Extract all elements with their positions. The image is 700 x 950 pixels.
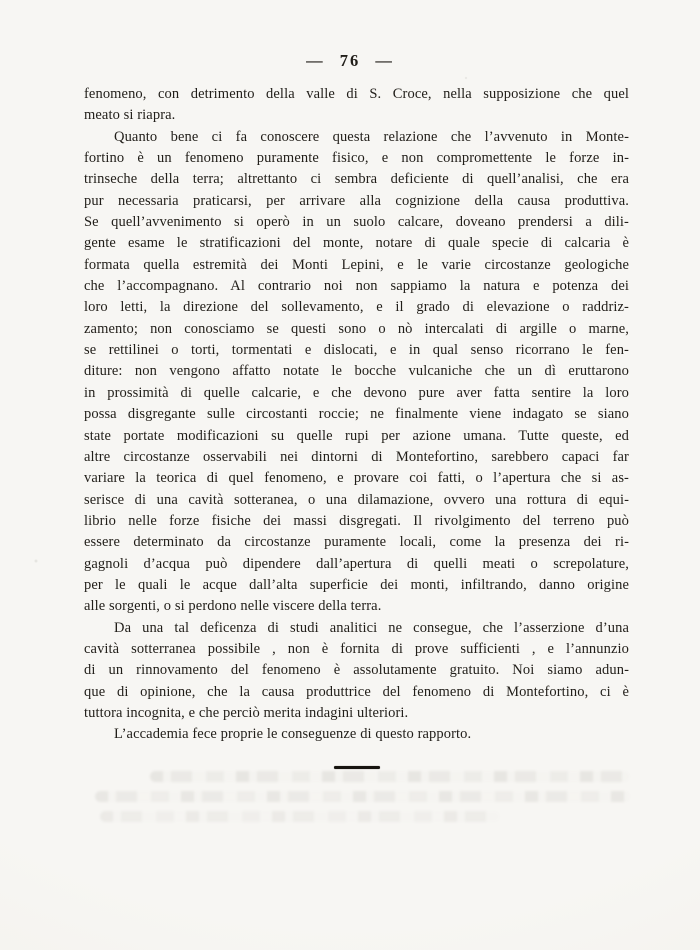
divider-rule bbox=[334, 766, 380, 769]
text-line: che l’accompagnano. Al contrario noi non sappiamo la natura e potenza dei bbox=[84, 278, 629, 295]
text-line: L’accademia fece proprie le conseguenze di questo rapporto. bbox=[114, 726, 472, 743]
paragraph bbox=[84, 127, 629, 618]
text-line: variare la teorica di quel fenomeno, e provare coi fatti, o l’apertura che si as- bbox=[84, 470, 629, 487]
text-line: Da una tal deficenza di studi analitici ne consegue, che l’asserzione d’una bbox=[114, 619, 629, 636]
text-line: pur necessaria praticarsi, per arrivare alla cognizione della causa produttiva. bbox=[84, 192, 629, 209]
text-line: gente esame le stratificazioni del monte, notare di quale specie di calcaria è bbox=[84, 235, 629, 252]
ink-showthrough bbox=[150, 771, 630, 782]
text-line: formata quella estremità dei Monti Lepini, e le varie circostanze geologiche bbox=[84, 256, 629, 273]
text-line: cavità sotterranea possibile , non è fornita di prove sufficienti , e l’annunzio bbox=[84, 640, 629, 657]
text-line: que di opinione, che la causa produttrice del fenomeno di Montefortino, ci è bbox=[84, 683, 629, 700]
text-line: alle sorgenti, o si perdono nelle viscere della terra. bbox=[84, 598, 382, 615]
text-line: possa disgregante sulle circostanti roccie; ne finalmente viene indagato se siano bbox=[84, 406, 629, 423]
text-line: librio nelle forze fisiche dei massi disgregati. Il rivolgimento del terreno può bbox=[84, 512, 629, 529]
paragraph bbox=[84, 84, 629, 127]
text-line: fortino è un fenomeno puramente fisico, e non compromettente le forze in- bbox=[84, 150, 629, 167]
text-line: di un rinnovamento del fenomeno è assolutamente gratuito. Noi siamo adun- bbox=[84, 662, 629, 679]
text-line: fenomeno, con detrimento della valle di S. Croce, nella supposizione che quel bbox=[84, 86, 629, 102]
text-line: in prossimità di quelle calcarie, e che devono pure aver fatta sentire la loro bbox=[84, 384, 629, 401]
text-line: tuttora incognita, e che perciò merita indagini ulteriori. bbox=[84, 704, 409, 721]
ink-showthrough bbox=[95, 791, 630, 802]
text-line: diture: non vengono affatto notate le bocche vulcaniche che un dì eruttarono bbox=[84, 363, 629, 380]
text-line: se rettilinei o torti, tormentati e dislocati, e in qual senso ricorrano le fen- bbox=[84, 342, 629, 359]
text-line: loro letti, la direzione del sollevamento, e il grado di elevazione o raddriz- bbox=[84, 299, 629, 316]
ink-showthrough bbox=[100, 811, 500, 822]
section-divider bbox=[84, 766, 629, 769]
text-line: trinseche della terra; altrettanto ci sembra deficiente di quell’analisi, che era bbox=[84, 171, 629, 188]
text-line: Quanto bene ci fa conoscere questa relazione che l’avvenuto in Monte- bbox=[114, 128, 629, 145]
page-number-header: — 76 — bbox=[306, 51, 394, 70]
text-line: essere determinato da circostanze puramente locali, come la presenza dei ri- bbox=[84, 534, 629, 551]
text-block bbox=[84, 84, 629, 746]
text-line: state portate modificazioni su quelle rupi per azione umana. Tutte queste, ed bbox=[84, 427, 629, 444]
text-line: meato si riapra. bbox=[84, 107, 176, 124]
text-line: per le quali le acque dall’alta superficie dei monti, infiltrando, danno origine bbox=[84, 576, 629, 593]
text-line: serisce di una cavità sotteranea, o una dilamazione, ovvero una rottura di equi- bbox=[84, 491, 629, 508]
paragraph bbox=[84, 618, 629, 725]
text-line: Se quell’avvenimento si operò in un suolo calcare, doveano prendersi a dili- bbox=[84, 214, 629, 231]
text-line: gagnoli d’acqua può dipendere dall’apertura di quelli meati o screpolature, bbox=[84, 555, 629, 572]
text-line: zamento; non conosciamo se questi sono o nò intercalati di argille o marne, bbox=[84, 320, 629, 337]
text-line: altre circostanze osservabili nei dintorni di Montefortino, sarebbero capaci far bbox=[84, 448, 629, 465]
paragraph bbox=[84, 724, 629, 745]
